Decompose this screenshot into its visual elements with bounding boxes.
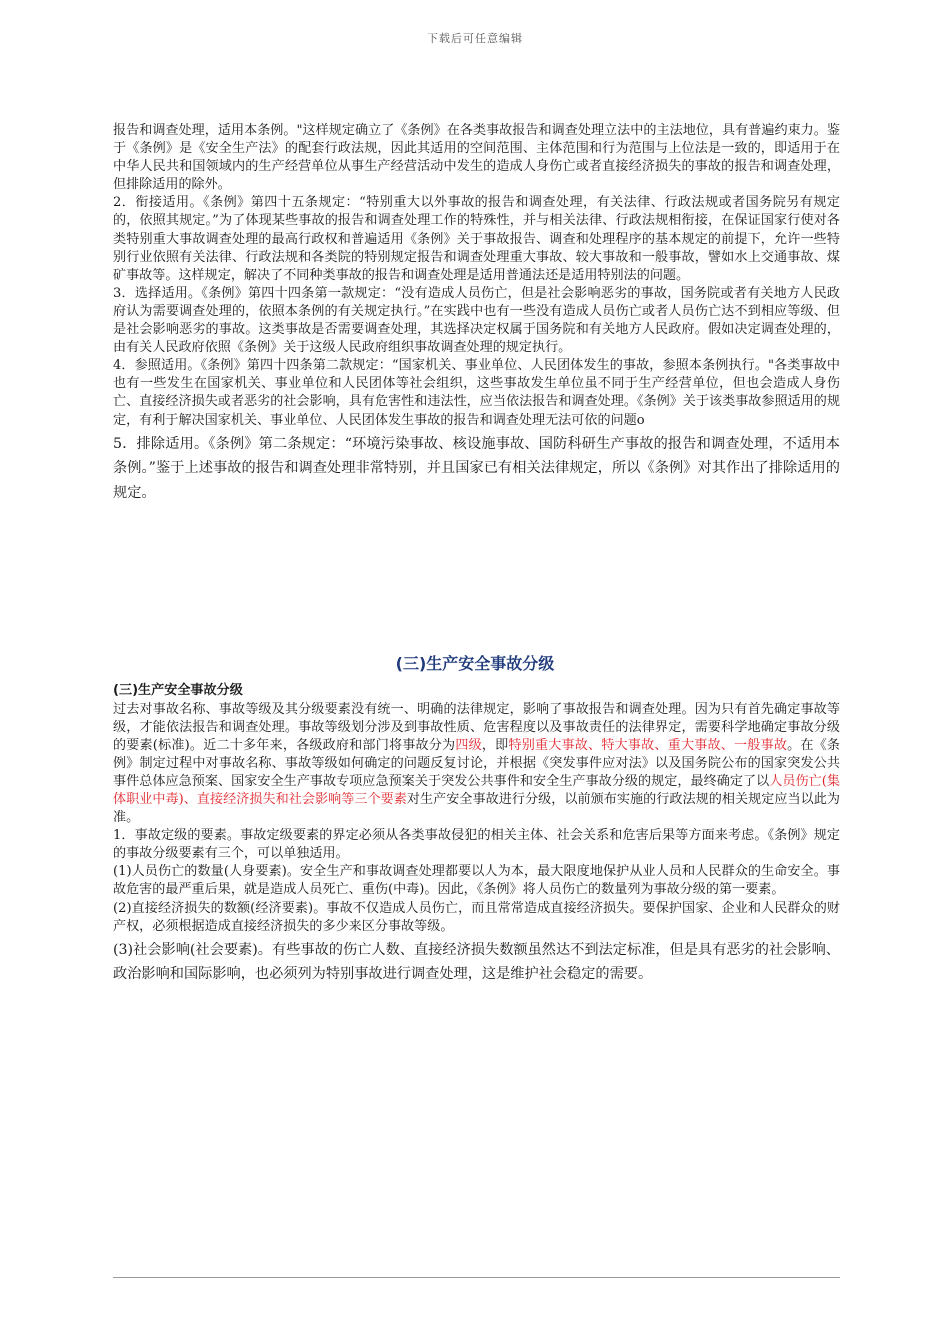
- paragraph-grading-elements: 1．事故定级的要素。事故定级要素的界定必须从各类事故侵犯的相关主体、社会关系和危害后果等方面来考虑。《条例》规定的事故分级要素有三个，可以单独适用。: [113, 828, 840, 862]
- paragraph-exclusion-application: 5．排除适用。《条例》第二条规定：“环境污染事故、核设施事故、国防科研生产事故的报告和调查处理，不适用本条例。”鉴于上述事故的报告和调查处理非常特别，并且国家已有相关法律规定，所以《条例》对其作出了排除适用的规定。: [113, 435, 840, 501]
- highlight-four-levels: 四级: [455, 737, 482, 753]
- page-header-note: 下载后可任意编辑: [427, 32, 523, 45]
- section-title: (三)生产安全事故分级: [395, 654, 555, 673]
- highlight-three-elements: 人员伤亡(集体职业中毒)、直接经济损失和社会影响等三个要素: [113, 773, 841, 807]
- intro-text-a: 过去对事故名称、事故等级及其分级要素没有统一、明确的法律规定，影响了事故报告和调查处理。因为只有首先确定事故等级，才能依法报告和调查处理。事故等级划分涉及到事故性质、危害程度以及事故责任的法律界定，需要科学地确定事故分级的要素(标准)。近二十多年来，各级政府和部门将事故分为: [113, 701, 840, 753]
- highlight-accident-levels: 特别重大事故、特大事故、重大事故、一般事故: [508, 737, 788, 753]
- paragraph-reference-application: 4．参照适用。《条例》第四十四条第二款规定：“国家机关、事业单位、人民团体发生的事故，参照本条例执行。"各类事故中也有一些发生在国家机关、事业单位和人民团体等社会组织，这些事故发生单位虽不同于生产经营单位，但也会造成人身伤亡、直接经济损失或者恶劣的社会影响，具有危害性和违法性，应当依法报告和调查处理。《条例》关于该类事故参照适用的规定，有利于解决国家机关、事业单位、人民团体发生事故的报告和调查处理无法可依的问题o: [113, 358, 840, 428]
- paragraph-classification-intro: [113, 701, 840, 828]
- intro-text-b: ，即: [481, 737, 509, 753]
- paragraph-connection-application: 2．衔接适用。《条例》第四十五条规定：“特别重大以外事故的报告和调查处理，有关法律、行政法规或者国务院另有规定的，依照其规定。”为了体现某些事故的报告和调查处理工作的特殊性，并与相关法律、行政法规相衔接，在保证国家行使对各类特别重大事故调查处理的最高行政权和普遍适用《条例》关于事故报告、调查和处理程序的基本规定的前提下，允许一些特别行业依照有关法律、行政法规和各类院的特别规定报告和调查处理重大事故、较大事故和一般事故，譬如水上交通事故、煤矿事故等。这样规定，解决了不同种类事故的报告和调查处理是适用普通法还是适用特别法的问题。: [113, 195, 840, 283]
- subheading: (三)生产安全事故分级: [113, 683, 243, 698]
- footer-divider: [113, 1277, 840, 1278]
- intro-text-c: 。在《条例》制定过程中对事故名称、事故等级如何确定的问题反复讨论，并根据《突发事件应对法》以及国务院公布的国家突发公共事件总体应急预案、国家安全生产事故专项应急预案关于突发公共事件和安全生产事故分级的规定，最终确定了以: [113, 737, 841, 789]
- paragraph-scope-intro: 报告和调查处理，适用本条例。"这样规定确立了《条例》在各类事故报告和调查处理立法中的主法地位，具有普遍约束力。鉴于《条例》是《安全生产法》的配套行政法规，因此其适用的空间范围、主体范围和行为范围与上位法是一致的，即适用于在中华人民共和国领域内的生产经营单位从事生产经营活动中发生的造成人身伤亡或者直接经济损失的事故的报告和调查处理，但排除适用的除外。: [113, 123, 840, 193]
- paragraph-economic-loss: (2)直接经济损失的数额(经济要素)。事故不仅造成人员伤亡，而且常常造成直接经济损失。要保护国家、企业和人民群众的财产权，必须根据造成直接经济损失的多少来区分事故等级。: [113, 900, 840, 934]
- paragraph-casualties: (1)人员伤亡的数量(人身要素)。安全生产和事故调查处理都要以人为本，最大限度地保护从业人员和人民群众的生命安全。事故危害的最严重后果，就是造成人员死亡、重伤(中毒)。因此，《条例》将人员伤亡的数量列为事故分级的第一要素。: [113, 864, 840, 898]
- paragraph-social-impact: (3)社会影响(社会要素)。有些事故的伤亡人数、直接经济损失数额虽然达不到法定标准，但是具有恶劣的社会影响、政治影响和国际影响，也必须列为特别事故进行调查处理，这是维护社会稳定的需要。: [113, 941, 840, 983]
- section-accident-classification: [113, 682, 840, 987]
- section-application-scope: [113, 122, 840, 505]
- intro-text-d: 对生产安全事故进行分级，以前颁布实施的行政法规的相关规定应当以此为准。: [113, 791, 841, 826]
- paragraph-optional-application: 3．选择适用。《条例》第四十四条第一款规定：“没有造成人员伤亡，但是社会影响恶劣的事故，国务院或者有关地方人民政府认为需要调查处理的，依照本条例的有关规定执行。”在实践中也有一些没有造成人员伤亡或者人员伤亡达不到相应等级、但是社会影响恶劣的事故。这类事故是否需要调查处理，其选择决定权属于国务院和有关地方人民政府。假如决定调查处理的，由有关人民政府依照《条例》关于这级人民政府组织事故调查处理的规定执行。: [113, 285, 840, 356]
